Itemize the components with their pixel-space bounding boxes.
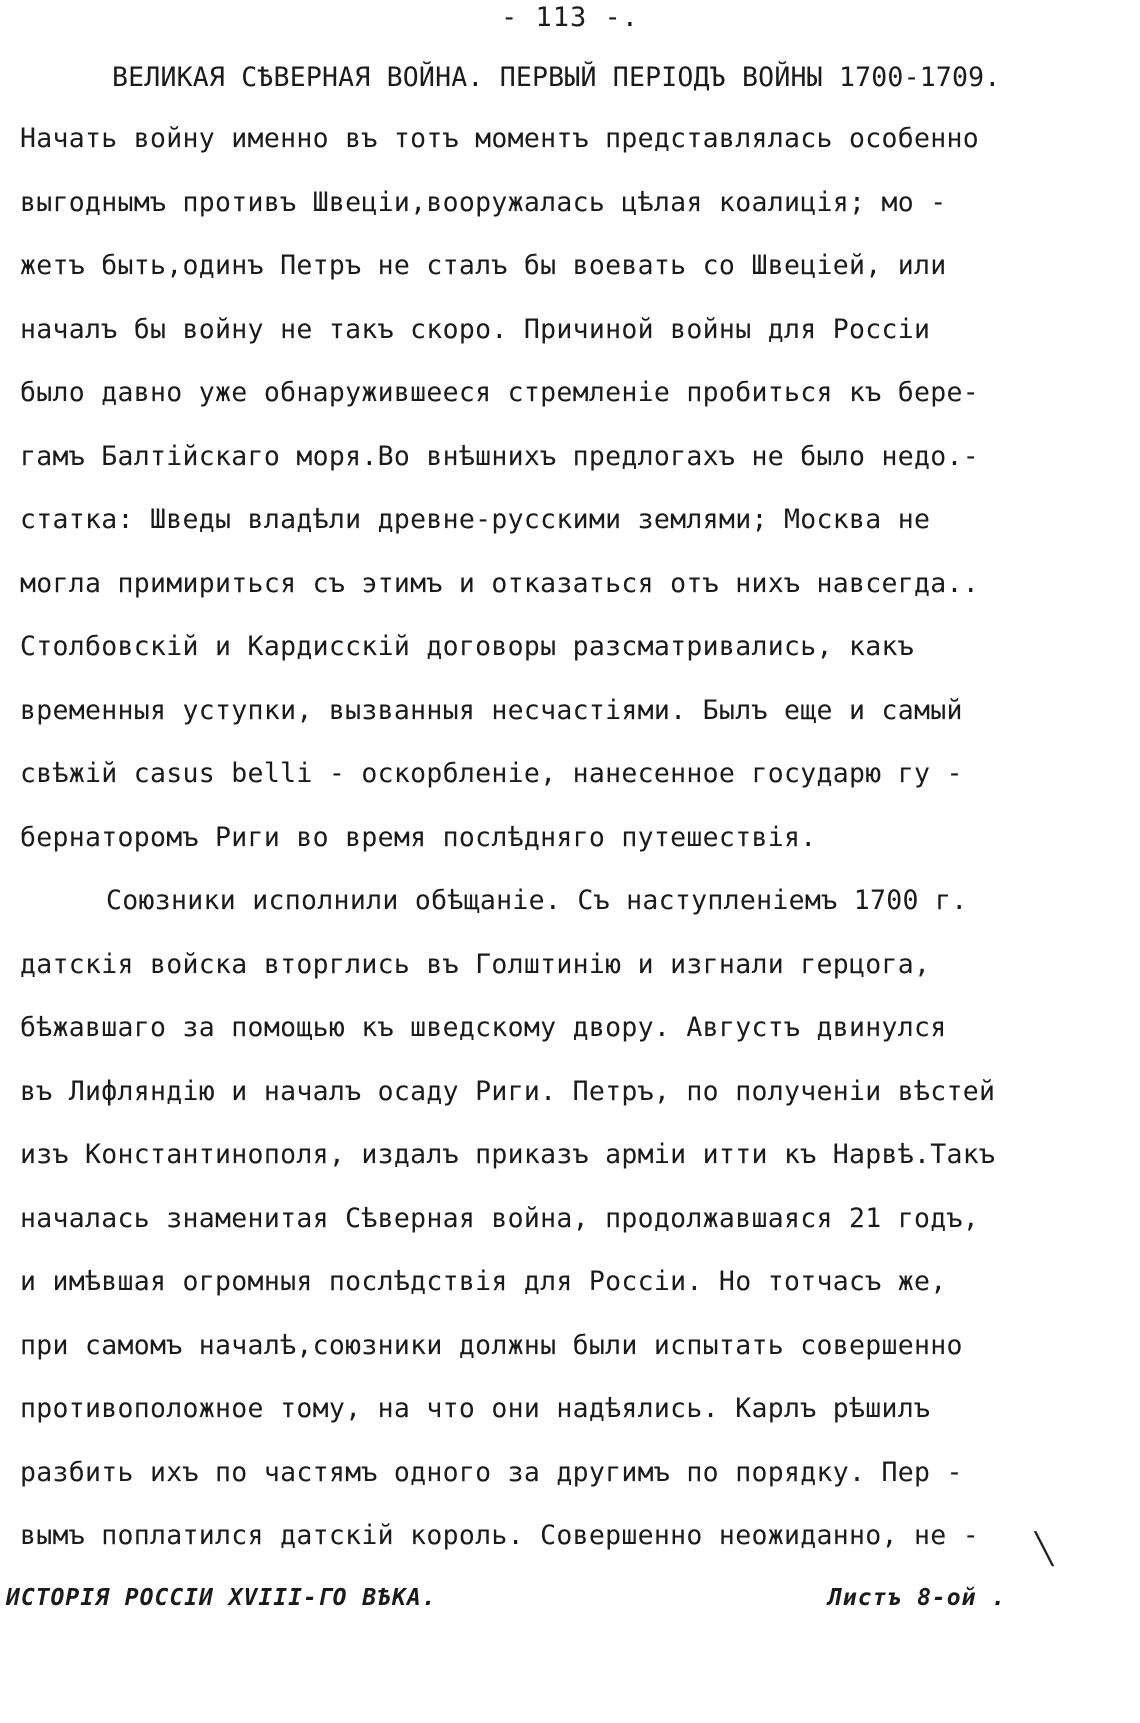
text-line: Начать войну именно въ тотъ моментъ представлялась особенно: [20, 123, 980, 154]
page-number: - 113 -.: [500, 2, 640, 33]
text-line: въ Лифляндiю и началъ осаду Риги. Петръ, по полученiи вѣстей: [20, 1075, 996, 1107]
text-line: статка: Шведы владѣли древне-русскими землями; Москва не: [20, 504, 931, 535]
text-line: разбить ихъ по частямъ одного за другимъ по порядку. Пер -: [20, 1456, 963, 1488]
text-line: и имѣвшая огромныя послѣдствiя для Россiи. Но тотчасъ же,: [20, 1266, 947, 1297]
text-line: датскiя войска вторглись въ Голштинiю и изгнали герцога,: [20, 948, 931, 980]
text-line: изъ Константинополя, издалъ приказъ армiи итти къ Нарвѣ.Такъ: [20, 1139, 996, 1170]
text-line: противоположное тому, на что они надѣялись. Карлъ рѣшилъ: [20, 1393, 931, 1424]
footer-sheet-number: Листъ 8-ой .: [828, 1585, 1007, 1611]
text-line: было давно уже обнаружившееся стремленiе пробиться къ бере-: [20, 377, 980, 408]
text-line: свѣжiй casus belli - оскорбленiе, нанесенное государю гу -: [20, 758, 963, 789]
handwritten-stroke-mark: ╲: [1035, 1532, 1054, 1567]
footer-book-title: ИСТОРIЯ РОССIИ XVIII-ГО ВѢКА.: [6, 1585, 437, 1611]
text-line: Столбовскiй и Кардисскiй договоры разсматривались, какъ: [20, 631, 914, 662]
text-line: жетъ быть,одинъ Петръ не сталъ бы воевать со Швецiей, или: [20, 250, 947, 281]
text-line: вымъ поплатился датскiй король. Совершенно неожиданно, не -: [20, 1520, 980, 1551]
text-line: выгоднымъ противъ Швецiи,вооружалась цѣлая коалицiя; мо -: [20, 186, 947, 218]
text-line: бернаторомъ Риги во время послѣдняго путешествiя.: [20, 821, 817, 853]
text-line: гамъ Балтiйскаго моря.Во внѣшнихъ предлогахъ не было недо.-: [20, 440, 980, 472]
text-line: началъ бы войну не такъ скоро. Причиной войны для Россiи: [20, 313, 931, 345]
text-line: временныя уступки, вызванныя несчастiями. Былъ еще и самый: [20, 694, 963, 726]
chapter-heading: ВЕЛИКАЯ СѢВЕРНАЯ ВОЙНА. ПЕРВЫЙ ПЕРIОДЪ ВОЙНЫ 1700-1709.: [112, 62, 1001, 93]
text-line: бѣжавшаго за помощью къ шведскому двору. Августъ двинулся: [20, 1012, 947, 1043]
text-line: началась знаменитая Сѣверная война, продолжавшаяся 21 годъ,: [20, 1202, 980, 1234]
paragraph-start-line: Союзники исполнили обѣщанiе. Съ наступленiемъ 1700 г.: [106, 885, 968, 916]
body-text: [20, 122, 1120, 1583]
text-line: при самомъ началѣ,союзники должны были испытать совершенно: [20, 1329, 963, 1361]
text-line: могла примириться съ этимъ и отказаться отъ нихъ навсегда..: [20, 567, 980, 599]
